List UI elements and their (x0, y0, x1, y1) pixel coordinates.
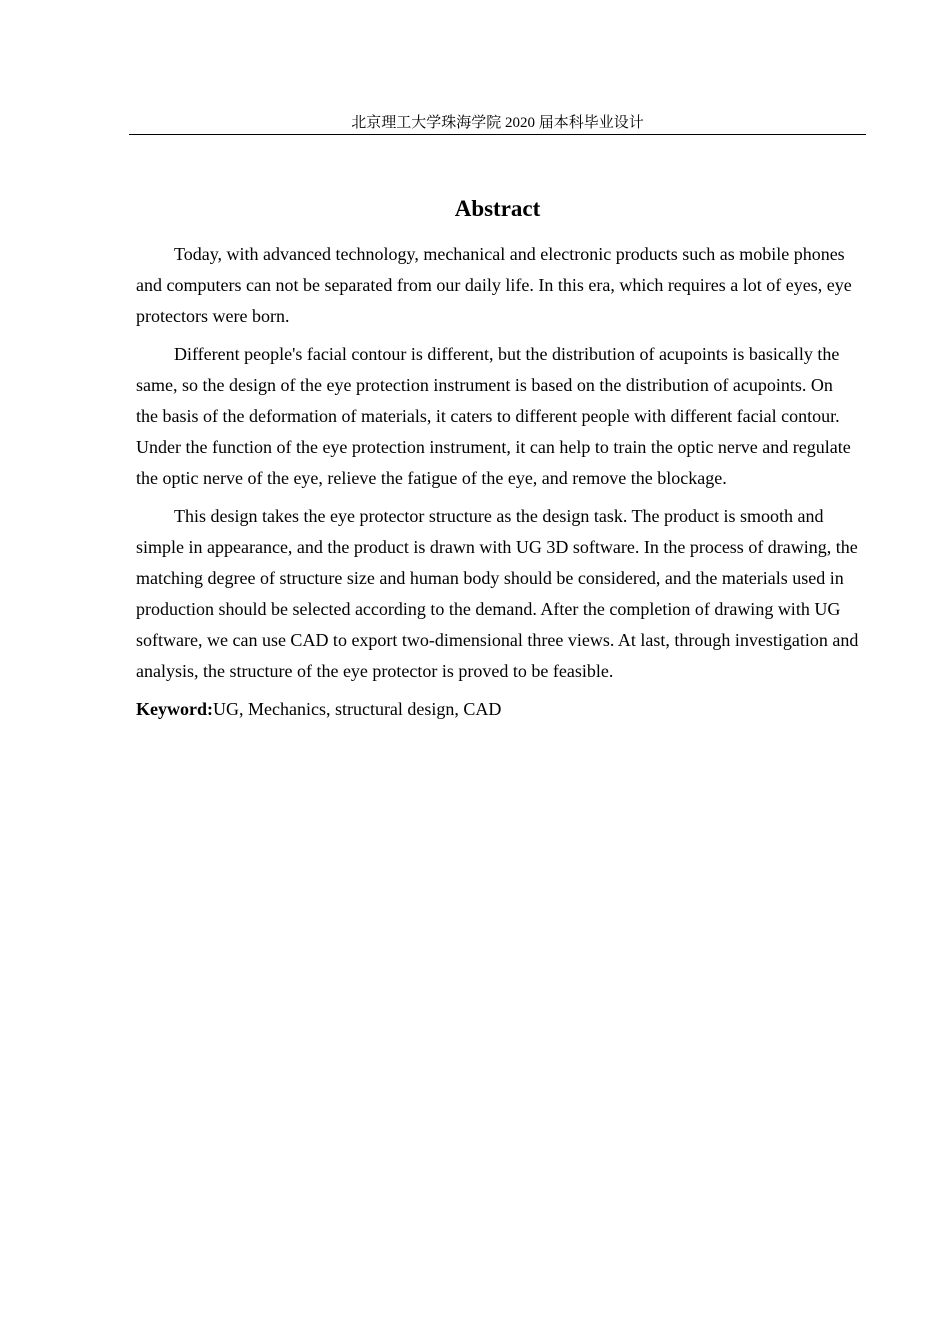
abstract-paragraph-1: Today, with advanced technology, mechanical and electronic products such as mobile phones and computers can not be separated from our daily life. In this era, which requires a lot of eyes, eye protectors were born. (136, 244, 852, 326)
abstract-body (136, 239, 859, 725)
keyword-label: Keyword: (136, 699, 213, 719)
abstract-paragraph-3: This design takes the eye protector structure as the design task. The product is smooth and simple in appearance, and the product is drawn with UG 3D software. In the process of drawing, the matching degree of structure size and human body should be considered, and the materials used in production should be selected according to the demand. After the completion of drawing with UG software, we can use CAD to export two-dimensional three views. At last, through investigation and analysis, the structure of the eye protector is proved to be feasible. (136, 506, 859, 681)
keyword-values: UG, Mechanics, structural design, CAD (212, 699, 502, 719)
abstract-paragraph-2: Different people's facial contour is different, but the distribution of acupoints is basically the same, so the design of the eye protection instrument is based on the distribution of acupoints. On the basis of the deformation of materials, it caters to different people with different facial contour. Under the function of the eye protection instrument, it can help to train the optic nerve and regulate the optic nerve of the eye, relieve the fatigue of the eye, and remove the blockage. (136, 344, 851, 488)
keywords-line (136, 694, 859, 725)
abstract-title: Abstract (454, 196, 541, 221)
page-header: 北京理工大学珠海学院 2020 届本科毕业设计 (129, 113, 866, 135)
